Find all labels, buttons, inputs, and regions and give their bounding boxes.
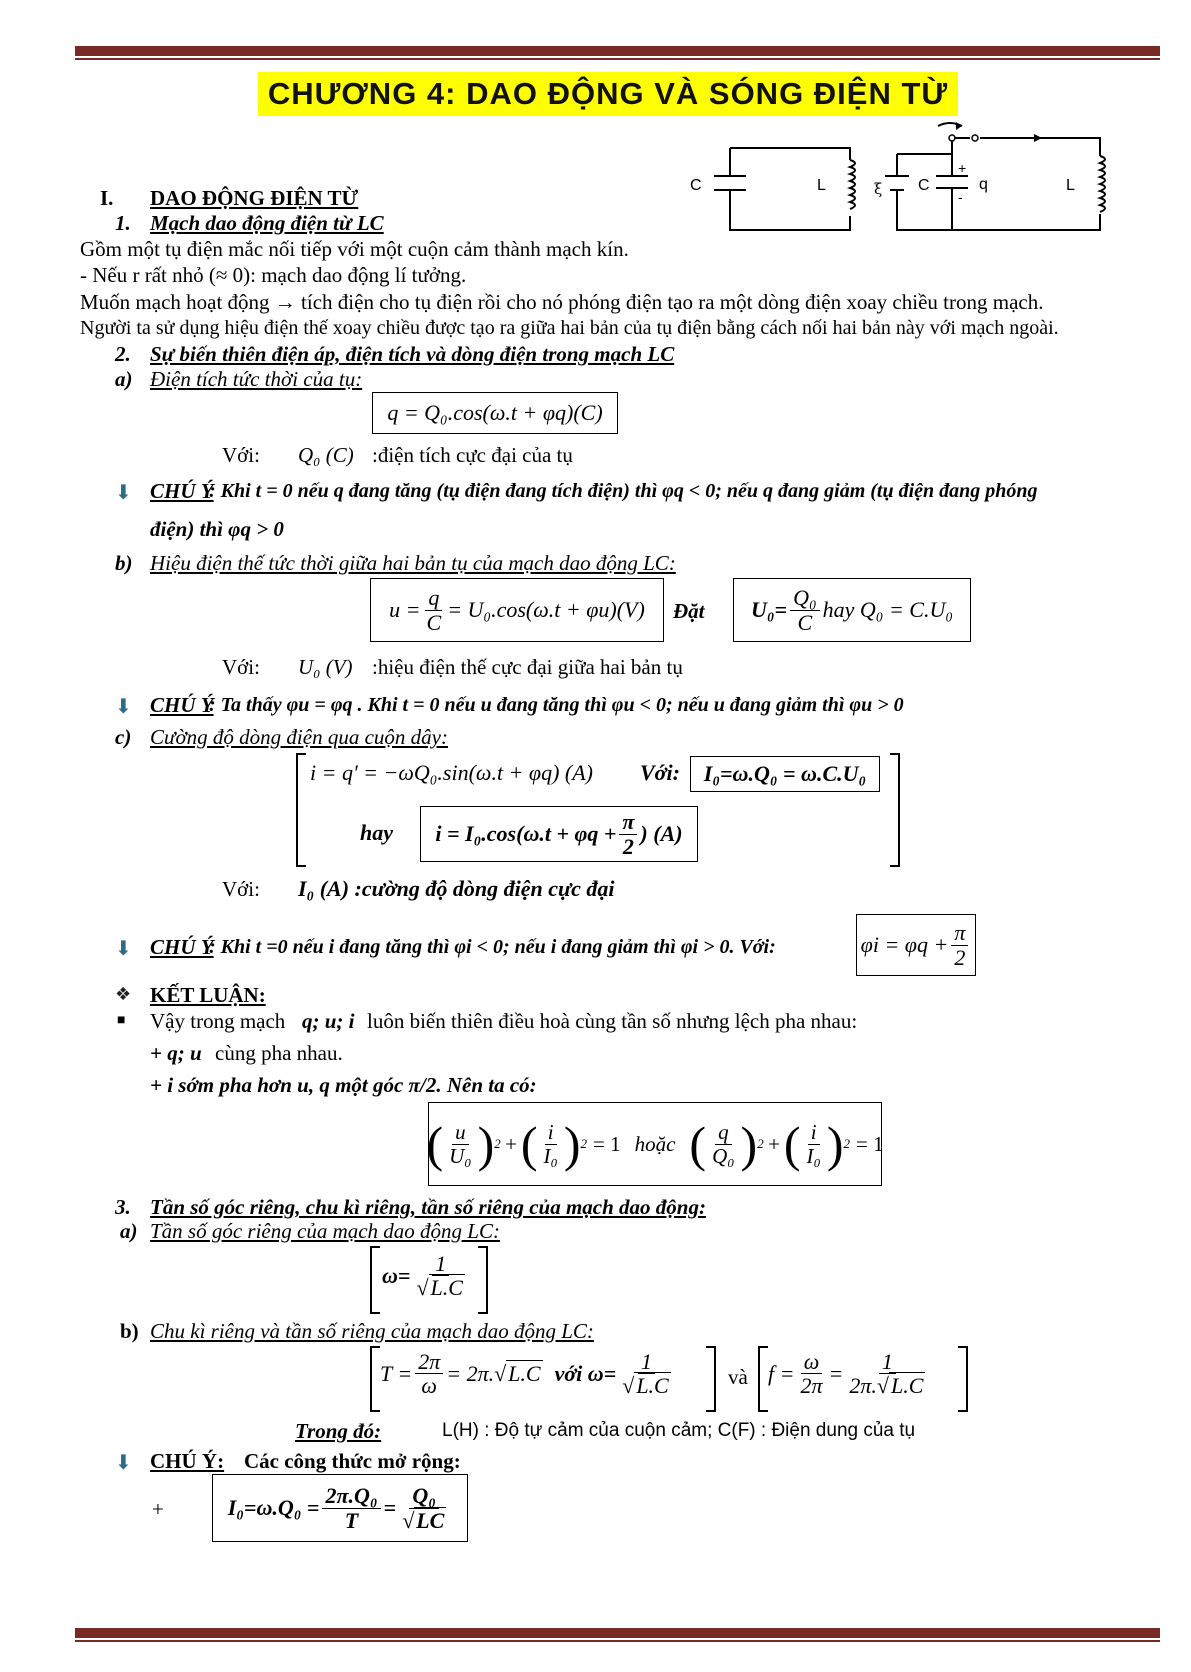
s2b-title: Hiệu điện thế tức thời giữa hai bản tụ của mạch dao động LC: [150, 551, 676, 575]
conclusion-line1b: q; u; i [302, 1009, 355, 1033]
s1-heading: Mạch dao động điện từ LC [150, 211, 384, 235]
freq-num2: 1 [879, 1350, 896, 1374]
ext-left: I₀=ω.Q₀ = [227, 1495, 320, 1520]
rel-i2: i [808, 1121, 820, 1144]
conclusion-line2b: cùng pha nhau. [215, 1041, 343, 1065]
note2-label: CHÚ Ý [150, 693, 214, 717]
current-hay: hay [360, 820, 393, 845]
rel-sq1: 2 [494, 1136, 501, 1151]
omega-bracket-left [370, 1246, 380, 1314]
conclusion-label: KẾT LUẬN: [150, 983, 266, 1007]
circuit-label-l2: L [1066, 177, 1075, 194]
rel-I02: I₀ [806, 1143, 821, 1168]
lc-circuit-diagram [690, 118, 1150, 248]
s2b-label: b) [115, 551, 133, 575]
freq-num1: ω [801, 1350, 823, 1374]
circuit-label-minus: - [958, 189, 963, 205]
current-cos-box [420, 806, 698, 862]
period-T: T = [380, 1360, 413, 1386]
rel-sq2: 2 [580, 1136, 587, 1151]
period-bracket-right [706, 1346, 716, 1412]
note1-text: : Khi t = 0 nếu q đang tăng (tụ điện đang tích điện) thì φq < 0; nếu q đang giảm (tụ điện đang phóng [209, 480, 1038, 502]
note3-label: CHÚ Ý [150, 935, 214, 959]
period-bracket-left [370, 1346, 380, 1412]
extended-formula-box [212, 1474, 468, 1542]
freq-sqrt: L.C [890, 1373, 924, 1399]
energy-relation-box: ( $\frac{u}{\text{U₀}}$ ) 2 + ( $\frac{i}{\text{I₀}}$ ) 2 = 1 hoặc ( $\frac{q}{\text{Q₀}}$ ) 2 + ( $\frac{i}{\text{I₀}}$ ) 2 = 1 [428, 1102, 882, 1186]
trong-do-label: Trong đó: [295, 1419, 382, 1443]
s1-p4: Người ta sử dụng hiệu điện thế xoay chiều được tạo ra giữa hai bản của tụ điện bằng cách nối hai bản này với mạch ngoài. [80, 317, 1059, 339]
s2b-with: Với: [222, 655, 260, 679]
dat-label: Đặt [673, 599, 705, 623]
bottom-rule [75, 1628, 1160, 1638]
s2a-title: Điện tích tức thời của tụ: [150, 367, 363, 391]
current-cos-num: π [619, 810, 637, 834]
period-w-num: 1 [638, 1350, 655, 1374]
voltage-formula-box [370, 578, 664, 642]
freq-bracket-left [758, 1346, 768, 1412]
s3-num: 3. [115, 1195, 131, 1219]
rel-hoac: hoặc [634, 1131, 676, 1156]
period-right: = 2π. [446, 1360, 495, 1386]
current-voi: Với: [640, 760, 680, 785]
sqrt-icon: √ [402, 1507, 415, 1533]
u0-formula-box [733, 578, 971, 642]
omega-bracket-right [478, 1246, 488, 1314]
freq-f: f = [768, 1360, 795, 1386]
voltage-frac-den: C [426, 609, 442, 635]
s2b-with-text: :hiệu điện thế cực đại giữa hai bản tụ [372, 655, 683, 679]
rel-sq3: 2 [757, 1136, 764, 1151]
rel-I0: I₀ [543, 1143, 558, 1168]
s2c-title: Cường độ dòng điện qua cuộn dây: [150, 725, 448, 749]
s2-num: 2. [115, 342, 131, 366]
rel-i: i [545, 1121, 557, 1144]
period-den: ω [421, 1373, 437, 1399]
s3-note-text: Các công thức mở rộng: [244, 1449, 461, 1473]
trong-do-text: L(H) : Độ tự cảm của cuộn cảm; C(F) : Điện dung của tụ [442, 1420, 916, 1441]
circuit-label-l1: L [817, 177, 826, 194]
section-heading: DAO ĐỘNG ĐIỆN TỪ [150, 186, 359, 210]
circuit-label-c2: C [918, 177, 930, 194]
s3b-label: b) [120, 1319, 139, 1343]
conclusion-line1a: Vậy trong mạch [150, 1009, 286, 1033]
s2b-with-sym: U₀ (V) [298, 655, 353, 679]
u0-formula-left: U₀= [751, 597, 788, 622]
note1-text2: điện) thì φq > 0 [150, 517, 284, 541]
sqrt-icon: √ [622, 1373, 635, 1399]
s1-p1: Gồm một tụ điện mắc nối tiếp với một cuộn cảm thành mạch kín. [80, 237, 629, 261]
va-label: và [728, 1365, 748, 1389]
rel-plus1: + [503, 1131, 518, 1156]
rel-u: u [452, 1121, 469, 1144]
rel-Q0: Q₀ [712, 1143, 735, 1168]
note3-text: : Khi t =0 nếu i đang tăng thì φi < 0; nếu i đang giảm thì φi > 0. Với: [209, 936, 776, 958]
omega-left: ω= [382, 1262, 411, 1288]
circuit-label-plus: + [958, 160, 967, 176]
conclusion-line3: + i sớm pha hơn u, q một góc π/2. Nên ta có: [150, 1073, 537, 1097]
s2-heading: Sự biến thiên điện áp, điện tích và dòng điện trong mạch LC [150, 342, 675, 366]
note-arrow-icon: ⬇ [115, 1450, 132, 1474]
rel-plus2: + [766, 1131, 781, 1156]
voltage-frac-num: q [425, 586, 442, 610]
current-cos-left: i = I₀.cos(ω.t + φq + [435, 821, 617, 846]
voltage-formula-left: u = [389, 597, 421, 622]
u0-frac-den: C [797, 609, 813, 635]
note-arrow-icon: ⬇ [115, 480, 132, 504]
period-formula [380, 1350, 677, 1397]
s2c-with-text: I₀ (A) :cường độ dòng điện cực đại [298, 876, 615, 901]
ext-num1: 2π.Q₀ [322, 1484, 380, 1508]
s1-p3: Muốn mạch hoạt động → tích điện cho tụ điện rồi cho nó phóng điện tạo ra một dòng điện xoay chiều trong mạch. [80, 290, 1044, 314]
i0-formula: I₀=ω.Q₀ = ω.C.U₀ [703, 761, 867, 786]
s1-p2: - Nếu r rất nhỏ (≈ 0): mạch dao động lí tưởng. [80, 263, 467, 287]
conclusion-line2a: + q; u [150, 1041, 202, 1065]
phi-i-den: 2 [954, 944, 966, 970]
s2a-with: Với: [222, 443, 260, 467]
phi-i-box [856, 914, 976, 976]
s1-num: 1. [115, 211, 131, 235]
ext-plus: + [152, 1497, 164, 1521]
period-voi: với ω= [554, 1360, 617, 1386]
circuit-label-c1: C [690, 177, 702, 194]
current-cos-den: 2 [622, 833, 634, 859]
ext-den1: T [344, 1507, 359, 1533]
ext-eq: = [383, 1495, 397, 1520]
freq-bracket-right [958, 1346, 968, 1412]
charge-formula-box [372, 392, 618, 434]
s2c-label: c) [115, 725, 132, 749]
u0-formula-right: hay Q₀ = C.U₀ [822, 597, 953, 622]
top-rule [75, 46, 1160, 56]
current-cos-right: ) (A) [640, 821, 683, 846]
s2a-label: a) [115, 367, 133, 391]
rel-eq1: = 1 [593, 1131, 621, 1156]
s3a-title: Tần số góc riêng của mạch dao động LC: [150, 1219, 500, 1243]
phi-i-left: φi = φq + [860, 932, 949, 957]
rel-sq4: 2 [843, 1136, 850, 1151]
current-bracket-left [296, 753, 306, 867]
note1-label: CHÚ Ý [150, 479, 214, 503]
s3-heading: Tần số góc riêng, chu kì riêng, tần số riêng của mạch dao động: [150, 1195, 706, 1219]
omega-num: 1 [432, 1252, 449, 1276]
s3-note-label: CHÚ Ý: [150, 1449, 225, 1473]
section-number: I. [100, 186, 114, 210]
rel-eq2: = 1 [855, 1131, 884, 1156]
sqrt-icon: √ [876, 1373, 889, 1399]
note-arrow-icon: ⬇ [115, 936, 132, 960]
ext-num2: Q₀ [409, 1484, 439, 1508]
period-num: 2π [415, 1350, 443, 1374]
current-line1: i = q' = −ωQ₀.sin(ω.t + φq) (A) [310, 760, 594, 785]
s2c-with: Với: [222, 877, 260, 901]
freq-den1: 2π [800, 1373, 823, 1399]
freq-formula [768, 1350, 931, 1397]
circuit-label-xi: ξ [874, 180, 883, 198]
freq-den2: 2π. [849, 1373, 877, 1399]
circuit-label-q: q [979, 176, 988, 193]
sqrt-icon: √ [416, 1275, 429, 1301]
i0-box [690, 756, 880, 792]
rel-q: q [715, 1121, 732, 1144]
ext-den2: LC [416, 1507, 445, 1533]
note2-text: : Ta thấy φu = φq . Khi t = 0 nếu u đang tăng thì φu < 0; nếu u đang giảm thì φu > 0 [209, 694, 904, 716]
sqrt-icon: √ [494, 1360, 507, 1386]
diamond-icon: ❖ [115, 984, 132, 1005]
omega-den: L.C [430, 1275, 463, 1301]
u0-frac-num: Q₀ [790, 586, 820, 610]
s2a-with-sym: Q₀ (C) [298, 443, 354, 467]
period-w-den: L.C [636, 1373, 669, 1399]
conclusion-line1c: luôn biến thiên điều hoà cùng tần số nhưng lệch pha nhau: [367, 1009, 858, 1033]
s2a-with-text: :điện tích cực đại của tụ [372, 443, 573, 467]
voltage-formula-right: = U₀.cos(ω.t + φu)(V) [447, 597, 645, 622]
s3b-title: Chu kì riêng và tần số riêng của mạch dao động LC: [150, 1319, 594, 1343]
page-title: CHƯƠNG 4: DAO ĐỘNG VÀ SÓNG ĐIỆN TỪ [258, 72, 958, 116]
s3a-label: a) [120, 1219, 138, 1243]
bullet-square-icon: ■ [117, 1013, 126, 1028]
period-sqrt: L.C [508, 1361, 541, 1387]
charge-formula: q = Q₀.cos(ω.t + φq)(C) [387, 400, 603, 425]
note-arrow-icon: ⬇ [115, 694, 132, 718]
rel-U0: U₀ [449, 1143, 472, 1168]
omega-formula [382, 1252, 471, 1299]
current-bracket-right [890, 753, 900, 867]
phi-i-num: π [951, 921, 968, 945]
freq-eq: = [828, 1360, 844, 1386]
